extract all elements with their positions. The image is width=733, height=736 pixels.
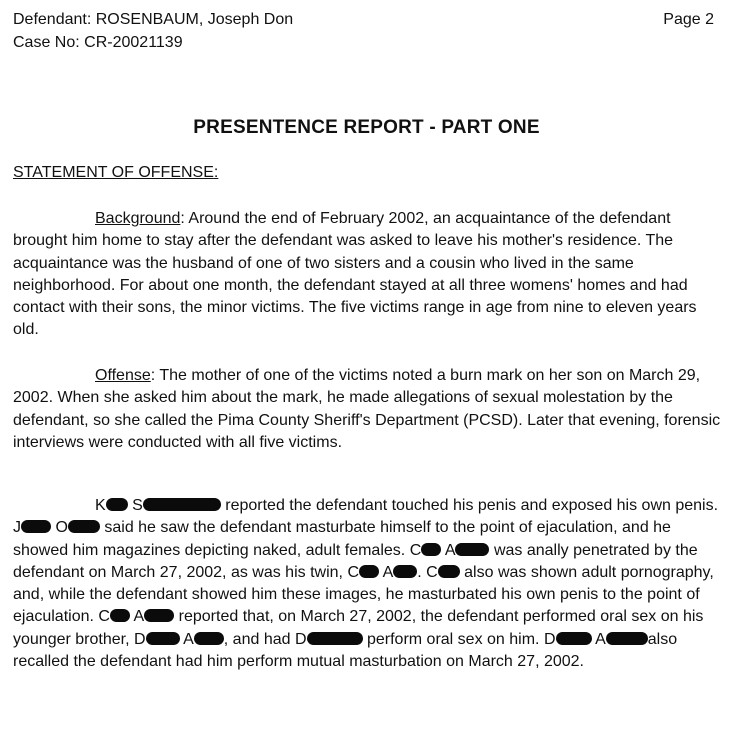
victim-initial: A	[382, 563, 394, 581]
background-label: Background	[95, 210, 181, 227]
defendant-label: Defendant:	[13, 11, 92, 28]
paragraph-text: , and had	[223, 630, 291, 648]
redaction-mark	[144, 609, 174, 622]
paragraph-text: also recalled the defendant had him perform mutual masturbation on March 27, 2002.	[13, 630, 678, 671]
section-heading-text: STATEMENT OF OFFENSE	[13, 164, 214, 181]
case-label: Case No:	[13, 34, 80, 51]
case-line	[13, 31, 293, 54]
redaction-mark	[438, 565, 460, 578]
victim-initial: C	[409, 541, 422, 559]
redaction-mark	[106, 498, 128, 511]
victim-initial: J	[13, 519, 21, 537]
redaction-mark	[143, 498, 221, 511]
redaction-mark	[393, 565, 417, 578]
redaction-mark	[68, 520, 100, 533]
redaction-mark	[307, 632, 363, 645]
victim-initial: S	[132, 497, 143, 514]
paragraph-text: also was shown adult pornography, and, while the defendant showed him these images, he masturbated his own penis to the point of ejaculation.	[13, 563, 714, 626]
defendant-name: ROSENBAUM, Joseph Don	[95, 11, 294, 28]
section-heading	[13, 164, 218, 182]
offense-paragraph	[13, 365, 723, 454]
paragraph-text: perform oral sex on him.	[366, 630, 540, 648]
paragraph-text: reported that, on March 27, 2002, the defendant performed oral sex on his younger brother,	[13, 608, 704, 648]
redaction-mark	[455, 543, 489, 556]
paragraph-text: said he saw the defendant masturbate himself to the point of ejaculation, and he showed him magazines depicting naked, adult females.	[13, 519, 671, 559]
victim-initial: A	[183, 630, 194, 648]
redaction-mark	[421, 543, 441, 556]
page-number: Page 2	[663, 11, 714, 28]
victim-initial: D	[294, 630, 307, 648]
victim-initial: O	[55, 519, 68, 537]
redaction-mark	[606, 632, 648, 645]
redaction-mark	[21, 520, 51, 533]
paragraph-text: .	[417, 563, 422, 581]
redaction-mark	[110, 609, 130, 622]
victim-initial: A	[595, 630, 606, 648]
redaction-mark	[359, 565, 379, 578]
victim-initial: C	[98, 608, 110, 626]
victim-initial: C	[426, 563, 438, 581]
offense-text: : The mother of one of the victims noted a burn mark on her son on March 29, 2002. When she asked him about the mark, he made allegations of sexual molestation by the defendant, so she called the Pima County Sheriff's Department (PCSD). Later that evening, forensic interviews were conducted with all five victims.	[13, 367, 721, 451]
victim-initial: D	[543, 630, 556, 648]
victim-initial: C	[347, 563, 359, 581]
defendant-line	[13, 8, 293, 31]
redaction-mark	[146, 632, 180, 645]
background-text: : Around the end of February 2002, an acquaintance of the defendant brought him home to stay after the defendant was asked to leave his mother's residence. The acquaintance was the husband of one of two sisters and a cousin who lived in the same neighborhood. For about one month, the defendant stayed at all three womens' homes and had contact with their sons, the minor victims. The five victims range in age from nine to eleven years old.	[13, 210, 697, 339]
section-heading-colon: :	[213, 164, 219, 181]
background-paragraph	[13, 208, 723, 342]
victim-initial: D	[133, 630, 146, 648]
victim-initial: A	[444, 541, 456, 559]
victims-paragraph	[13, 495, 723, 673]
paragraph-text: reported the defendant touched his penis and exposed his own penis.	[225, 497, 719, 514]
page-title: PRESENTENCE REPORT - PART ONE	[193, 117, 540, 138]
header-block	[13, 8, 293, 54]
case-number: CR-20021139	[84, 34, 183, 51]
offense-label: Offense	[95, 367, 151, 384]
redaction-mark	[194, 632, 224, 645]
paragraph-text: was anally penetrated by the defendant on March 27, 2002, as was his twin,	[13, 541, 698, 581]
victim-initial: K	[95, 497, 106, 514]
redaction-mark	[556, 632, 592, 645]
victim-initial: A	[133, 608, 145, 626]
